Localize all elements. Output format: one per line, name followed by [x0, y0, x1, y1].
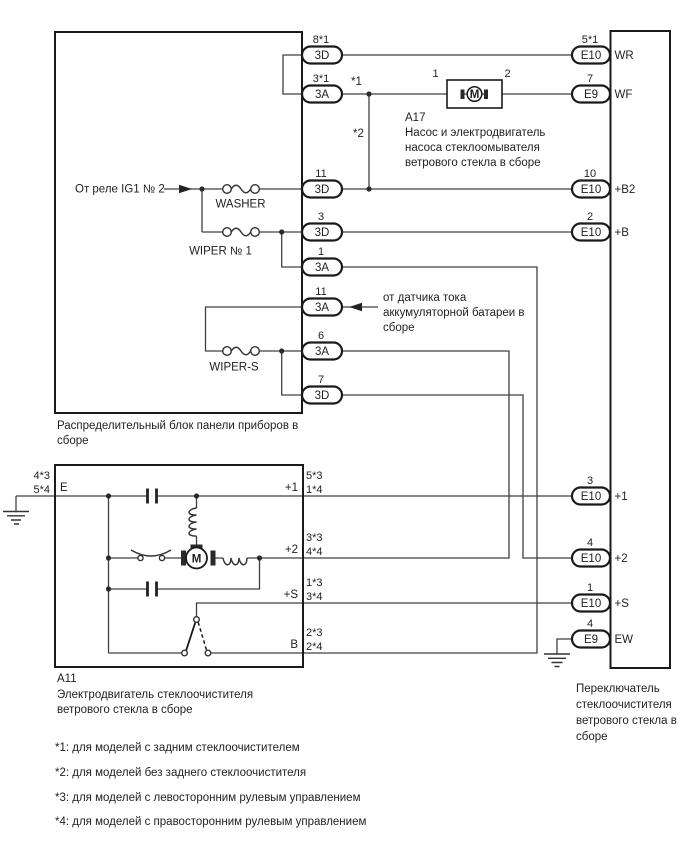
wire-bracket-top — [283, 55, 302, 94]
pin-number: 10 — [583, 168, 597, 180]
junction-block-caption-line2: сборе — [57, 435, 89, 447]
signal-label: +B2 — [614, 184, 636, 196]
variant-mark-2: *2 — [353, 128, 364, 140]
a11-caption-line2: ветрового стекла в сборе — [57, 704, 193, 716]
a11-e-num2: 5*4 — [33, 484, 50, 496]
a11-plus2-num2: 4*4 — [306, 546, 323, 558]
a11-plus2-num1: 3*3 — [306, 532, 323, 544]
pin-number: 11 — [315, 286, 327, 298]
a11-e-label: E — [60, 482, 68, 494]
wire-ew-ground — [557, 639, 572, 654]
a17-id: A17 — [405, 112, 426, 124]
signal-label: +1 — [614, 491, 628, 503]
connector-code: E10 — [580, 184, 602, 196]
pin-number: 6 — [317, 330, 325, 342]
pin-number: 5*1 — [581, 34, 599, 46]
wire-bracket-3a1 — [282, 232, 302, 267]
connector-code: E10 — [580, 598, 602, 610]
connector-code: E9 — [583, 89, 599, 101]
pin-number: 4 — [586, 537, 594, 549]
connector-code: E10 — [580, 553, 602, 565]
junction-block-connectors — [302, 34, 342, 404]
connector-code: E10 — [580, 227, 602, 239]
battery-note-line1: от датчика тока — [383, 292, 467, 304]
a11-plus1-num1: 5*3 — [306, 470, 323, 482]
signal-label: WR — [614, 50, 634, 62]
footnote-2: *2: для моделей без заднего стеклоочистителя — [55, 767, 307, 779]
pin-number: 3 — [317, 211, 325, 223]
footnote-4: *4: для моделей с правосторонним рулевым управлением — [55, 816, 367, 828]
connector-code: 3D — [314, 390, 330, 402]
pin-number: 2 — [586, 211, 594, 223]
wiper-switch-connectors — [572, 34, 635, 648]
switch-caption-line1: Переключатель — [576, 683, 660, 695]
a11-b-label: B — [290, 639, 298, 651]
a11-plus1-label: +1 — [284, 482, 298, 494]
washer-pump-box — [447, 80, 502, 108]
wire-3a1-to-b — [303, 267, 537, 653]
motor-letter: M — [191, 553, 202, 566]
fuse-washer-icon — [223, 185, 260, 194]
a11-plus-s-num2: 3*4 — [306, 591, 323, 603]
inductor-vertical-icon — [189, 508, 197, 536]
pin-number: 7 — [317, 374, 325, 386]
wiper-motor-icon — [181, 545, 216, 569]
a11-id: A11 — [57, 673, 77, 685]
fuse-label-wiper-s: WIPER-S — [209, 361, 259, 374]
junction-block-box — [55, 32, 302, 413]
a11-plus-s-label: +S — [283, 589, 298, 601]
a17-caption-line3: ветрового стекла в сборе — [405, 157, 541, 169]
a11-plus2-label: +2 — [284, 544, 298, 556]
a17-caption-line1: Насос и электродвигатель — [405, 127, 546, 139]
wire-plus-s — [197, 603, 573, 617]
a11-plus1-num2: 1*4 — [306, 484, 323, 496]
wire-3a6-to-plus2 — [303, 351, 509, 558]
ig1-arrow-icon — [179, 185, 192, 193]
capacitor-top-icon — [148, 489, 157, 504]
a11-caption-line1: Электродвигатель стеклоочистителя — [57, 689, 254, 701]
connector-code: 3A — [314, 262, 330, 274]
pin-number: 1 — [586, 582, 594, 594]
battery-note-line3: сборе — [383, 322, 415, 334]
variant-mark-1: *1 — [351, 76, 362, 88]
fuse-label-wiper1: WIPER № 1 — [189, 245, 252, 258]
signal-label: WF — [614, 89, 633, 101]
connector-code: 3A — [314, 89, 330, 101]
pin-number: 3*1 — [312, 73, 330, 85]
connector-code: E9 — [583, 634, 599, 646]
a17-pin-2: 2 — [504, 68, 511, 80]
switch-caption-line2: стеклоочистителя — [576, 699, 672, 711]
connector-code: E10 — [580, 50, 602, 62]
signal-label: EW — [614, 634, 634, 646]
switch-caption-line3: ветрового стекла в — [576, 715, 677, 727]
a11-b-num2: 2*4 — [306, 641, 323, 653]
junction-block-caption-line1: Распределительный блок панели приборов в — [57, 420, 299, 432]
a17-pin-1: 1 — [432, 68, 439, 80]
pin-number: 3 — [586, 475, 594, 487]
a17-caption-line2: насоса стеклоомывателя — [405, 142, 540, 154]
footnote-1: *1: для моделей с задним стеклоочистителем — [55, 742, 300, 754]
pin-number: 8*1 — [312, 34, 330, 46]
a11-b-num1: 2*3 — [306, 627, 323, 639]
capacitor-bottom-icon — [148, 582, 157, 597]
fuse-wiper1-icon — [223, 228, 260, 237]
pin-number: 1 — [317, 246, 325, 258]
ground-left-icon — [3, 512, 29, 525]
a11-e-num1: 4*3 — [33, 470, 50, 482]
ig1-relay-note: От реле IG1 № 2 — [75, 183, 165, 196]
wire-bracket-3d7 — [282, 351, 302, 395]
battery-arrow-icon — [349, 303, 362, 311]
wiper-motor-box — [55, 465, 303, 667]
connector-code: 3A — [314, 302, 330, 314]
signal-label: +B — [614, 227, 629, 239]
breaker-icon — [131, 550, 171, 561]
signal-label: +2 — [614, 553, 628, 565]
signal-label: +S — [614, 598, 629, 610]
a11-plus-s-num1: 1*3 — [306, 577, 323, 589]
pump-motor-letter: M — [469, 88, 480, 101]
fuse-wiper-s-icon — [223, 347, 260, 356]
fuse-label-washer: WASHER — [215, 198, 266, 211]
pin-number: 11 — [315, 168, 327, 180]
pin-number: 7 — [586, 73, 594, 85]
connector-code: 3A — [314, 346, 330, 358]
battery-note-line2: аккумуляторной батареи в — [383, 307, 525, 319]
pin-number: 4 — [586, 618, 594, 630]
connector-code: 3D — [314, 227, 330, 239]
wire-3a11-internal — [206, 307, 303, 351]
connector-code: E10 — [580, 491, 602, 503]
footnote-3: *3: для моделей с левосторонним рулевым управлением — [55, 792, 361, 804]
connector-code: 3D — [314, 184, 330, 196]
wiper-switch-box — [611, 31, 671, 668]
park-switch-icon — [182, 617, 211, 656]
switch-caption-line4: сборе — [576, 731, 608, 743]
inductor-horizontal-icon — [223, 558, 247, 565]
ground-ew-icon — [544, 654, 570, 667]
connector-code: 3D — [314, 50, 330, 62]
